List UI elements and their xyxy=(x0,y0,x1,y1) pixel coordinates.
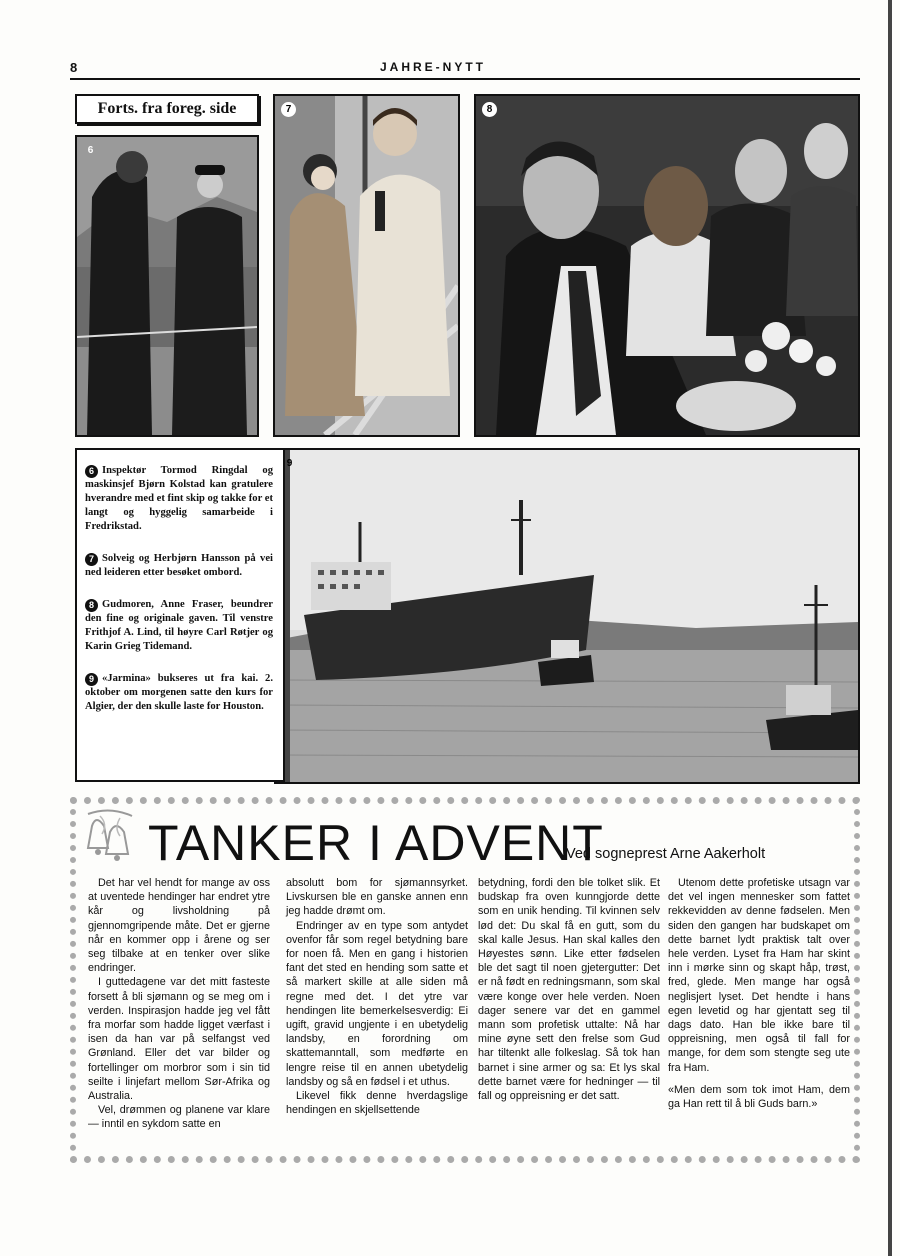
article-column-4 xyxy=(668,876,850,1111)
photo-number-badge: 7 xyxy=(281,102,296,117)
photo-number-badge: 8 xyxy=(482,102,497,117)
article-byline: Ved sogneprest Arne Aakerholt xyxy=(566,846,766,862)
running-header: JAHRE-NYTT xyxy=(380,60,487,74)
caption-text: Gudmoren, Anne Fraser, beundrer den fine og originale gaven. Til venstre Frithjof A. Lind, til høyre Carl Røtjer og Karin Grieg Tidemand. xyxy=(85,599,273,652)
caption-6 xyxy=(85,464,273,534)
caption-7 xyxy=(85,552,273,580)
photo-7 xyxy=(273,94,460,437)
photo-number-badge: 6 xyxy=(87,145,94,156)
photo-6 xyxy=(75,135,259,437)
photo-8 xyxy=(474,94,860,437)
page-number: 8 xyxy=(70,60,78,75)
photo-captions-box xyxy=(75,448,285,782)
article-paragraph: absolutt bom for sjømannsyrket. Livskursen ble en ganske annen enn jeg hadde drømt om. xyxy=(286,877,468,918)
caption-9 xyxy=(85,672,273,714)
article-paragraph: betydning, fordi den ble tolket slik. Et budskap fra oven kunngjorde dette som en unik hending. Til kvinnen selv lød det: Du skal få en gutt, som du skal kalle Jesus. Han skal kalles den Høyestes sønn. Like etter fødselen ble det sagt til noen gjetergutter: Det er nå født en redningsmann, som skal være konge over hele verden. Noen dager senere var det en gammel mann som profetisk uttalte: Nå har mine øyne sett den frelse som Gud har tiltenkt alle folkeslag. Så tok han barnet i sine armer og sa: Et lys skal dette barnet være for hedninger — til fall og oppreisning er det satt. xyxy=(478,877,660,1103)
caption-number-badge: 6 xyxy=(85,465,98,478)
caption-8 xyxy=(85,598,273,654)
caption-number-badge: 8 xyxy=(85,599,98,612)
article-paragraph: Utenom dette profetiske utsagn var det vel ingen mennesker som fattet rekkevidden av denne fødselen. Men siden den gangen har budskapet om dette barnet lydt praktisk talt over hele verden. Lyset fra Ham har skint inn i mørke sinn og skapt håp, trøst, fred, glede. Men mange har også neglisjert lyset. Det hendte i hans egen levetid og har gjentatt seg til dags dato. Han ble ikke bare til oppreisning, men også til fall for mange, for dem som stengte seg ute fra Ham. xyxy=(668,877,850,1074)
caption-text: «Jarmina» bukseres ut fra kai. 2. oktober om morgenen satte den kurs for Algier, der den skulle laste for Houston. xyxy=(85,673,273,712)
article-paragraph: «Men dem som tok imot Ham, dem ga Han rett til å bli Guds barn.» xyxy=(668,1083,850,1111)
article-paragraph: Vel, drømmen og planene var klare — inntil en sykdom satte en xyxy=(88,1104,270,1131)
photo-9 xyxy=(274,448,860,784)
caption-number-badge: 9 xyxy=(85,673,98,686)
article-column-2 xyxy=(286,876,468,1117)
christmas-bells-ornament xyxy=(80,806,140,881)
header-rule xyxy=(70,78,860,80)
caption-number-badge: 7 xyxy=(85,553,98,566)
page-edge-shadow xyxy=(888,0,892,1256)
article-column-3 xyxy=(478,876,660,1103)
continued-label: Forts. fra foreg. side xyxy=(75,94,259,124)
article-paragraph: Det har vel hendt for mange av oss at uventede hendinger har endret ytre kår og livsholdning på gjennomgripende måte. Det er gjerne når en kommer opp i årene og ser seg tilbake at en tenker over slike endringer. xyxy=(88,877,270,975)
caption-text: Inspektør Tormod Ringdal og maskinsjef Bjørn Kolstad kan gratulere hverandre med et fint skip og takke for et langt og hyggelig samarbeide i Fredrikstad. xyxy=(85,465,273,532)
photo-number-badge: 9 xyxy=(286,458,293,469)
article-paragraph: I guttedagene var det mitt fasteste forsett å bli sjømann og se meg om i verden. Inspirasjon hadde jeg vel fått fra morfar som hadde ligget værfast i isen da han var på selfangst ved Grønland. Eller det var bilder og fortellinger om morbror som i sin tid seilte i linjefart mellom Sør-Afrika og Australia. xyxy=(88,976,270,1103)
article-column-1 xyxy=(88,876,270,1132)
caption-text: Solveig og Herbjørn Hansson på vei ned leideren etter besøket ombord. xyxy=(85,553,273,578)
article-title: TANKER I ADVENT xyxy=(148,815,604,871)
article-paragraph: Endringer av en type som antydet ovenfor får som regel betydning bare for noen få. Men en gang i historien fant det sted en hending som satte et så markert skille at alle siden må regne med det. I det ytre var hendingen lite bemerkelsesverdig: Ei ugift, gravid ungjente i en ubetydelig landsby, en forordning om skattemanntall, som medførte en lengre reise til en annen ubetydelig landsby og så en fødsel i et uthus. xyxy=(286,919,468,1088)
article-paragraph: Likevel fikk denne hverdagslige hendingen en skjellsettende xyxy=(286,1090,468,1117)
